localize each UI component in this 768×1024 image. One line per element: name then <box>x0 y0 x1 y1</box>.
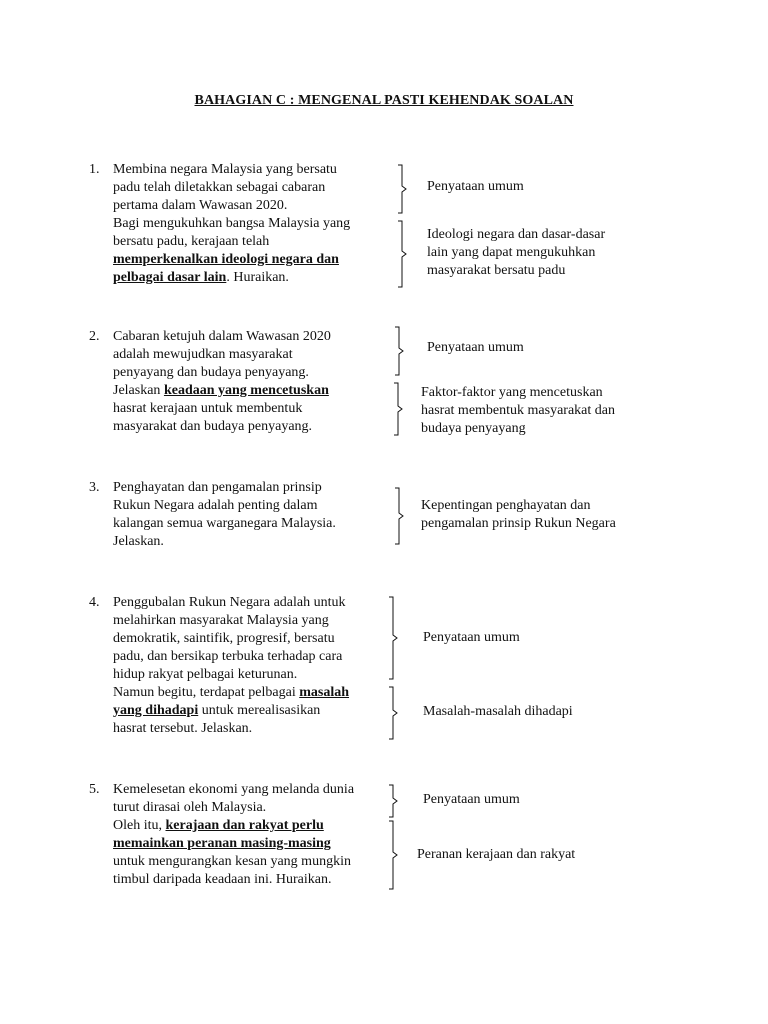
question-5-line: timbul daripada keadaan ini. Huraikan. <box>113 872 332 887</box>
question-5-brace-1 <box>387 784 403 818</box>
question-1-number: 1. <box>89 162 100 177</box>
question-5-line <box>113 835 383 853</box>
question-2-line-head: Jelaskan <box>113 383 164 398</box>
question-4-note-2: Masalah-masalah dihadapi <box>423 704 573 719</box>
question-5-line-head: Oleh itu, <box>113 818 166 833</box>
question-4-brace-2 <box>387 686 403 740</box>
question-5-note-1: Penyataan umum <box>423 792 520 807</box>
question-2-line <box>113 382 383 400</box>
question-4-line-tail: untuk merealisasikan <box>198 703 321 718</box>
question-3-line: Jelaskan. <box>113 534 164 549</box>
question-1-text <box>113 161 383 287</box>
question-4-brace-1 <box>387 596 403 680</box>
question-2-note-2 <box>421 384 615 438</box>
question-3-number: 3. <box>89 480 100 495</box>
question-4-line-head: Namun begitu, terdapat pelbagai <box>113 685 300 700</box>
question-4-line: melahirkan masyarakat Malaysia yang <box>113 613 329 628</box>
question-3-line: Rukun Negara adalah penting dalam <box>113 498 318 513</box>
question-1-line: Membina negara Malaysia yang bersatu <box>113 162 337 177</box>
question-1-note-2-line: lain yang dapat mengukuhkan <box>427 245 596 260</box>
question-4-line: demokratik, saintifik, progresif, bersatu <box>113 631 335 646</box>
question-4-line: Penggubalan Rukun Negara adalah untuk <box>113 595 346 610</box>
question-1-note-2-line: Ideologi negara dan dasar-dasar <box>427 227 606 242</box>
question-5-note-2: Peranan kerajaan dan rakyat <box>417 847 576 862</box>
question-5-line: untuk mengurangkan kesan yang mungkin <box>113 854 351 869</box>
question-2-text <box>113 328 383 436</box>
question-3-brace <box>393 487 409 545</box>
question-2-number: 2. <box>89 329 100 344</box>
question-1-note-2 <box>427 226 605 280</box>
question-2-line: Cabaran ketujuh dalam Wawasan 2020 <box>113 329 331 344</box>
question-4-text <box>113 594 383 738</box>
question-1-line: pertama dalam Wawasan 2020. <box>113 198 288 213</box>
question-5-keyword: kerajaan dan rakyat perlu <box>165 818 324 833</box>
question-1-line <box>113 251 383 269</box>
question-5-line: Kemelesetan ekonomi yang melanda dunia <box>113 782 355 797</box>
question-4-line <box>113 684 383 702</box>
page-title: BAHAGIAN C : MENGENAL PASTI KEHENDAK SOALAN <box>194 93 574 108</box>
question-5-line: turut dirasai oleh Malaysia. <box>113 800 267 815</box>
question-2-keyword: keadaan yang mencetuskan <box>163 383 329 398</box>
question-3-text <box>113 479 383 551</box>
question-5-number: 5. <box>89 782 100 797</box>
question-2-line: masyarakat dan budaya penyayang. <box>113 419 313 434</box>
question-1-brace-1 <box>396 164 412 214</box>
question-1-note-1: Penyataan umum <box>427 179 524 194</box>
question-3-note-line: pengamalan prinsip Rukun Negara <box>421 516 616 531</box>
question-3-line: kalangan semua warganegara Malaysia. <box>113 516 336 531</box>
question-4-line: hidup rakyat pelbagai keturunan. <box>113 667 298 682</box>
question-4-keyword: masalah <box>299 685 350 700</box>
question-2-note-2-line: Faktor-faktor yang mencetuskan <box>421 385 603 400</box>
question-1-line-tail: . Huraikan. <box>226 270 289 285</box>
question-2-line: hasrat kerajaan untuk membentuk <box>113 401 303 416</box>
question-2-note-1: Penyataan umum <box>427 340 524 355</box>
question-4-number: 4. <box>89 595 100 610</box>
question-2-note-2-line: budaya penyayang <box>421 421 526 436</box>
question-5-keyword: memainkan peranan masing-masing <box>113 836 331 851</box>
question-4-line: hasrat tersebut. Jelaskan. <box>113 721 253 736</box>
question-2-line: penyayang dan budaya penyayang. <box>113 365 309 380</box>
question-4-keyword: yang dihadapi <box>113 703 199 718</box>
question-1-keyword: pelbagai dasar lain <box>113 270 227 285</box>
question-3-note <box>421 497 616 533</box>
question-1-brace-2 <box>396 220 412 288</box>
question-4-line <box>113 702 383 720</box>
question-5-line <box>113 817 383 835</box>
question-2-line: adalah mewujudkan masyarakat <box>113 347 293 362</box>
question-1-keyword: memperkenalkan ideologi negara dan <box>113 252 339 267</box>
question-2-brace-2 <box>392 382 408 436</box>
question-1-line <box>113 269 383 287</box>
question-3-line: Penghayatan dan pengamalan prinsip <box>113 480 322 495</box>
question-5-text <box>113 781 383 889</box>
question-1-note-2-line: masyarakat bersatu padu <box>427 263 566 278</box>
question-1-line: bersatu padu, kerajaan telah <box>113 234 270 249</box>
question-3-note-line: Kepentingan penghayatan dan <box>421 498 591 513</box>
question-2-brace-1 <box>393 326 409 376</box>
question-5-brace-2 <box>387 820 403 890</box>
question-1-line: padu telah diletakkan sebagai cabaran <box>113 180 326 195</box>
question-4-line: padu, dan bersikap terbuka terhadap cara <box>113 649 343 664</box>
question-2-note-2-line: hasrat membentuk masyarakat dan <box>421 403 615 418</box>
question-1-line: Bagi mengukuhkan bangsa Malaysia yang <box>113 216 351 231</box>
question-4-note-1: Penyataan umum <box>423 630 520 645</box>
